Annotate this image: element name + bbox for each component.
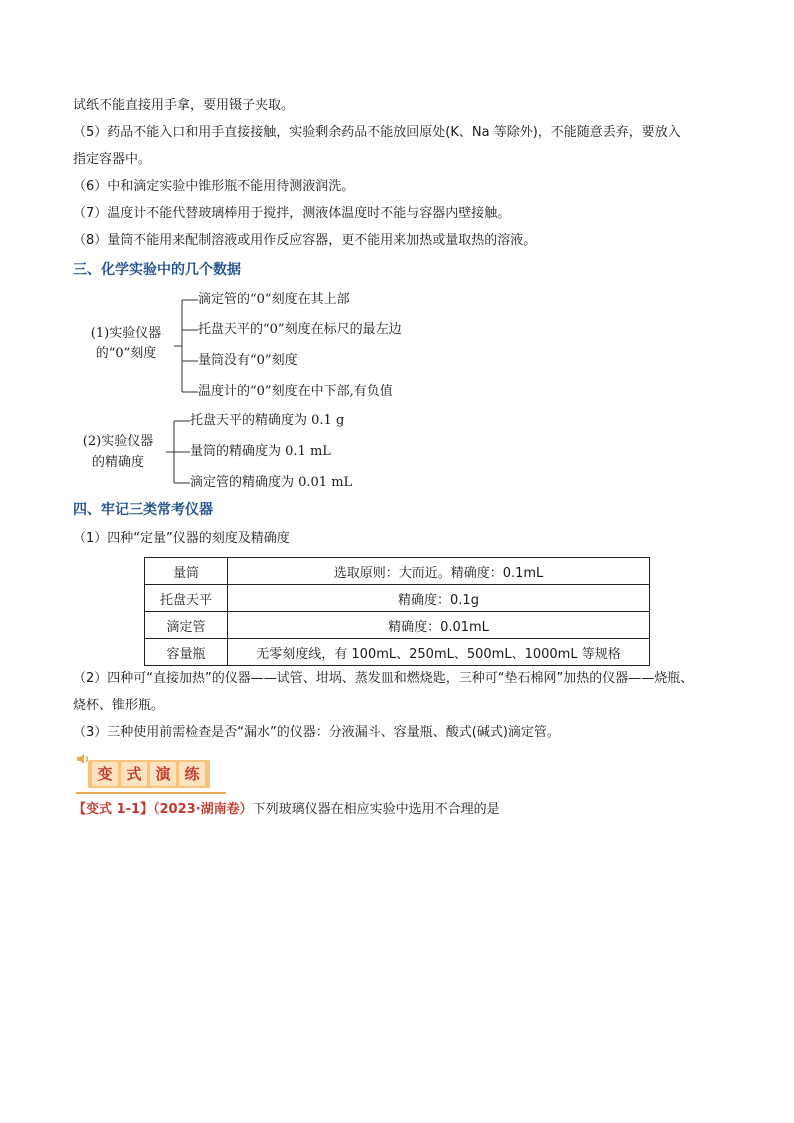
table-cell: 无零刻度线，有 100mL、250mL、500mL、1000mL 等规格: [228, 639, 650, 666]
table-cell: 滴定管: [145, 612, 228, 639]
badge-char: 练: [179, 762, 205, 786]
text-line: （1）四种“定量”仪器的刻度及精确度: [73, 531, 290, 546]
tree-item: 滴定管的精确度为 0.01 mL: [190, 475, 353, 490]
table-row: [145, 612, 650, 639]
section-heading: 四、牢记三类常考仪器: [73, 502, 213, 518]
tree-bracket: [162, 411, 192, 491]
table-cell: 精确度：0.01mL: [228, 612, 650, 639]
table-cell: 精确度：0.1g: [228, 585, 650, 612]
badge-char: 变: [92, 762, 118, 786]
badge-char: 式: [121, 762, 147, 786]
table-cell: 选取原则：大而近。精确度：0.1mL: [228, 558, 650, 585]
tree-item: 量筒的精确度为 0.1 mL: [190, 444, 331, 459]
text-line: （3）三种使用前需检查是否“漏水”的仪器：分液漏斗、容量瓶、酸式(碱式)滴定管。: [73, 725, 560, 740]
table-cell: 量筒: [145, 558, 228, 585]
text-line: （8）量筒不能用来配制溶液或用作反应容器，更不能用来加热或量取热的溶液。: [73, 233, 537, 248]
tree-label: (2)实验仪器: [82, 434, 154, 449]
tree-label: (1)实验仪器: [90, 326, 162, 341]
question-source: （2023·湖南卷）: [153, 802, 253, 817]
tree-item: 托盘天平的“0”刻度在标尺的最左边: [198, 322, 402, 337]
table-row: [145, 639, 650, 666]
tree-label: 的“0”刻度: [95, 346, 157, 361]
text-line: 烧杯、锥形瓶。: [73, 698, 165, 713]
question-text: 下列玻璃仪器在相应实验中选用不合理的是: [252, 802, 500, 817]
text-line: 试纸不能直接用手拿，要用镊子夹取。: [73, 98, 295, 113]
text-line: （7）温度计不能代替玻璃棒用于搅拌，测液体温度时不能与容器内壁接触。: [73, 206, 511, 221]
exercise-badge: [76, 752, 226, 794]
tree-item: 滴定管的“0”刻度在其上部: [198, 292, 350, 307]
tree-item: 温度计的“0”刻度在中下部,有负值: [198, 384, 393, 399]
table-cell: 托盘天平: [145, 585, 228, 612]
text-line: 指定容器中。: [73, 152, 152, 167]
tree-item: 量筒没有“0”刻度: [198, 353, 298, 368]
tree-item: 托盘天平的精确度为 0.1 g: [190, 413, 345, 428]
badge-char: 演: [150, 762, 176, 786]
table-row: [145, 558, 650, 585]
text-line: （5）药品不能入口和用手直接接触，实验剩余药品不能放回原处(K、Na 等除外)，不能随意丢弃，要放入: [73, 125, 681, 140]
instrument-table: [144, 557, 650, 666]
tree-bracket: [170, 290, 200, 402]
section-heading: 三、化学实验中的几个数据: [73, 262, 241, 278]
text-line: （2）四种可“直接加热”的仪器——试管、坩埚、蒸发皿和燃烧匙，三种可“垫石棉网”加热的仪器——烧瓶、: [73, 671, 694, 686]
text-line: （6）中和滴定实验中锥形瓶不能用待测液润洗。: [73, 179, 355, 194]
tree-label: 的精确度: [91, 455, 144, 470]
badge-underline: [76, 786, 226, 794]
table-cell: 容量瓶: [145, 639, 228, 666]
question-tag: 【变式 1-1】: [73, 802, 154, 817]
question-line: [73, 801, 500, 819]
table-row: [145, 585, 650, 612]
